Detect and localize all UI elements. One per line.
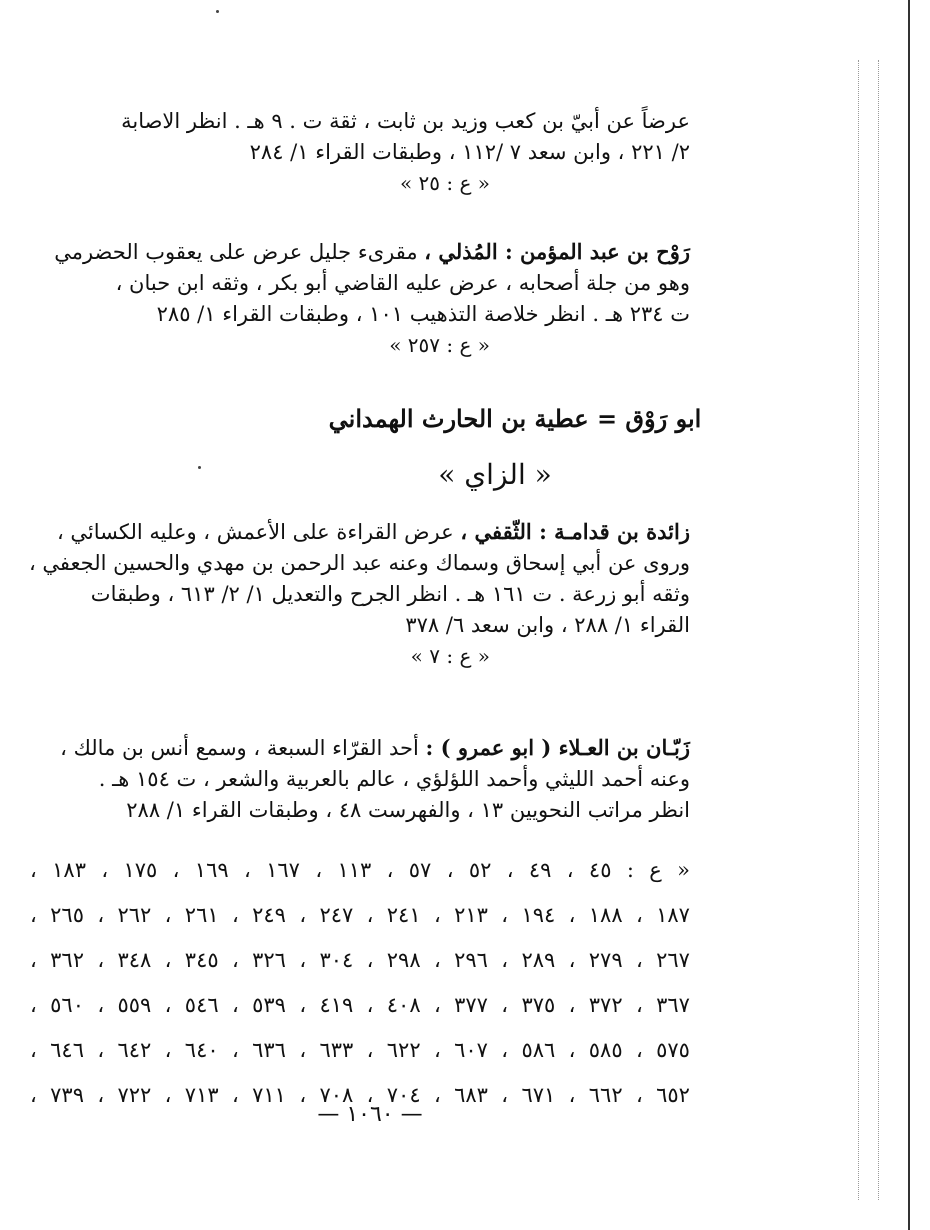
entry-first-line	[30, 516, 690, 548]
entry-line: وعنه أحمد الليثي وأحمد اللؤلؤي ، عالم بالعربية والشعر ، ت ١٥٤ هـ .	[98, 767, 690, 791]
entry-continuation	[30, 106, 690, 198]
entry-first-line	[30, 236, 690, 268]
scan-edge-line	[908, 0, 910, 1230]
entry-line: القراء ١/ ٢٨٨ ، وابن سعد ٦/ ٣٧٨	[405, 613, 690, 637]
scan-speck	[216, 10, 219, 13]
entry-name: رَوْح بن عبد المؤمن : المُذلي ،	[424, 239, 690, 264]
entry-rawh	[30, 236, 690, 360]
entry-line: وثقه أبو زرعة . ت ١٦١ هـ . انظر الجرح والتعديل ١/ ٢/ ٦١٣ ، وطبقات	[90, 582, 690, 606]
entry-name: زائدة بن قدامـة : الثّقفي ،	[460, 519, 690, 544]
cross-reference: ابو رَوْق = عطية بن الحارث الهمداني	[328, 404, 702, 433]
entry-line: وروى عن أبي إسحاق وسماك وعنه عبد الرحمن بن مهدي والحسين الجعفي ،	[28, 551, 690, 575]
page-number: — ١٠٦٠ —	[317, 1102, 423, 1127]
entry-reference: « ع : ٢٥ »	[399, 171, 490, 195]
reference-number-line: ٦٥٢ ، ٦٦٢ ، ٦٧١ ، ٦٨٣ ، ٧٠٤ ، ٧٠٨ ، ٧١١ ، ٧١٣ ، ٧٢٢ ، ٧٣٩ ،	[30, 1083, 690, 1107]
entry-line: مقرىء جليل عرض على يعقوب الحضرمي	[54, 240, 418, 264]
entry-line: ت ٢٣٤ هـ . انظر خلاصة التذهيب ١٠١ ، وطبقات القراء ١/ ٢٨٥	[156, 302, 690, 326]
scan-edge-dots	[858, 60, 860, 1200]
reference-number-line: ١٨٧ ، ١٨٨ ، ١٩٤ ، ٢١٣ ، ٢٤١ ، ٢٤٧ ، ٢٤٩ ، ٢٦١ ، ٢٦٢ ، ٢٦٥ ،	[30, 903, 690, 927]
scan-edge-dots	[878, 60, 880, 1200]
reference-number-line: ٣٦٧ ، ٣٧٢ ، ٣٧٥ ، ٣٧٧ ، ٤٠٨ ، ٤١٩ ، ٥٣٩ ، ٥٤٦ ، ٥٥٩ ، ٥٦٠ ،	[30, 993, 690, 1017]
entry-zaida	[30, 516, 690, 671]
reference-number-line: « ع : ٤٥ ، ٤٩ ، ٥٢ ، ٥٧ ، ١١٣ ، ١٦٧ ، ١٦٩ ، ١٧٥ ، ١٨٣ ،	[30, 858, 690, 882]
section-title: « الزاي »	[438, 458, 552, 491]
entry-line: انظر مراتب النحويين ١٣ ، والفهرست ٤٨ ، وطبقات القراء ١/ ٢٨٨	[126, 798, 690, 822]
entry-zabban	[30, 732, 690, 826]
reference-number-line: ٥٧٥ ، ٥٨٥ ، ٥٨٦ ، ٦٠٧ ، ٦٢٢ ، ٦٣٣ ، ٦٣٦ ، ٦٤٠ ، ٦٤٢ ، ٦٤٦ ،	[30, 1038, 690, 1062]
entry-reference: « ع : ٢٥٧ »	[389, 333, 490, 357]
reference-number-list	[30, 848, 690, 1118]
entry-first-line	[30, 732, 690, 764]
entry-reference: « ع : ٧ »	[410, 644, 490, 668]
entry-name: زَبّـان بن العـلاء ( ابو عمرو ) :	[425, 735, 690, 760]
entry-line: أحد القرّاء السبعة ، وسمع أنس بن مالك ،	[60, 736, 419, 760]
entry-line: وهو من جلة أصحابه ، عرض عليه القاضي أبو بكر ، وثقه ابن حبان ،	[115, 271, 690, 295]
reference-number-line: ٢٦٧ ، ٢٧٩ ، ٢٨٩ ، ٢٩٦ ، ٢٩٨ ، ٣٠٤ ، ٣٢٦ ، ٣٤٥ ، ٣٤٨ ، ٣٦٢ ،	[30, 948, 690, 972]
entry-line: ٢/ ٢٢١ ، وابن سعد ٧ /١١٢ ، وطبقات القراء ١/ ٢٨٤	[249, 140, 690, 164]
entry-line: عرض القراءة على الأعمش ، وعليه الكسائي ،	[56, 520, 454, 544]
entry-line: عرضاً عن أبيّ بن كعب وزيد بن ثابت ، ثقة ت . ٩ هـ . انظر الاصابة	[121, 109, 690, 133]
